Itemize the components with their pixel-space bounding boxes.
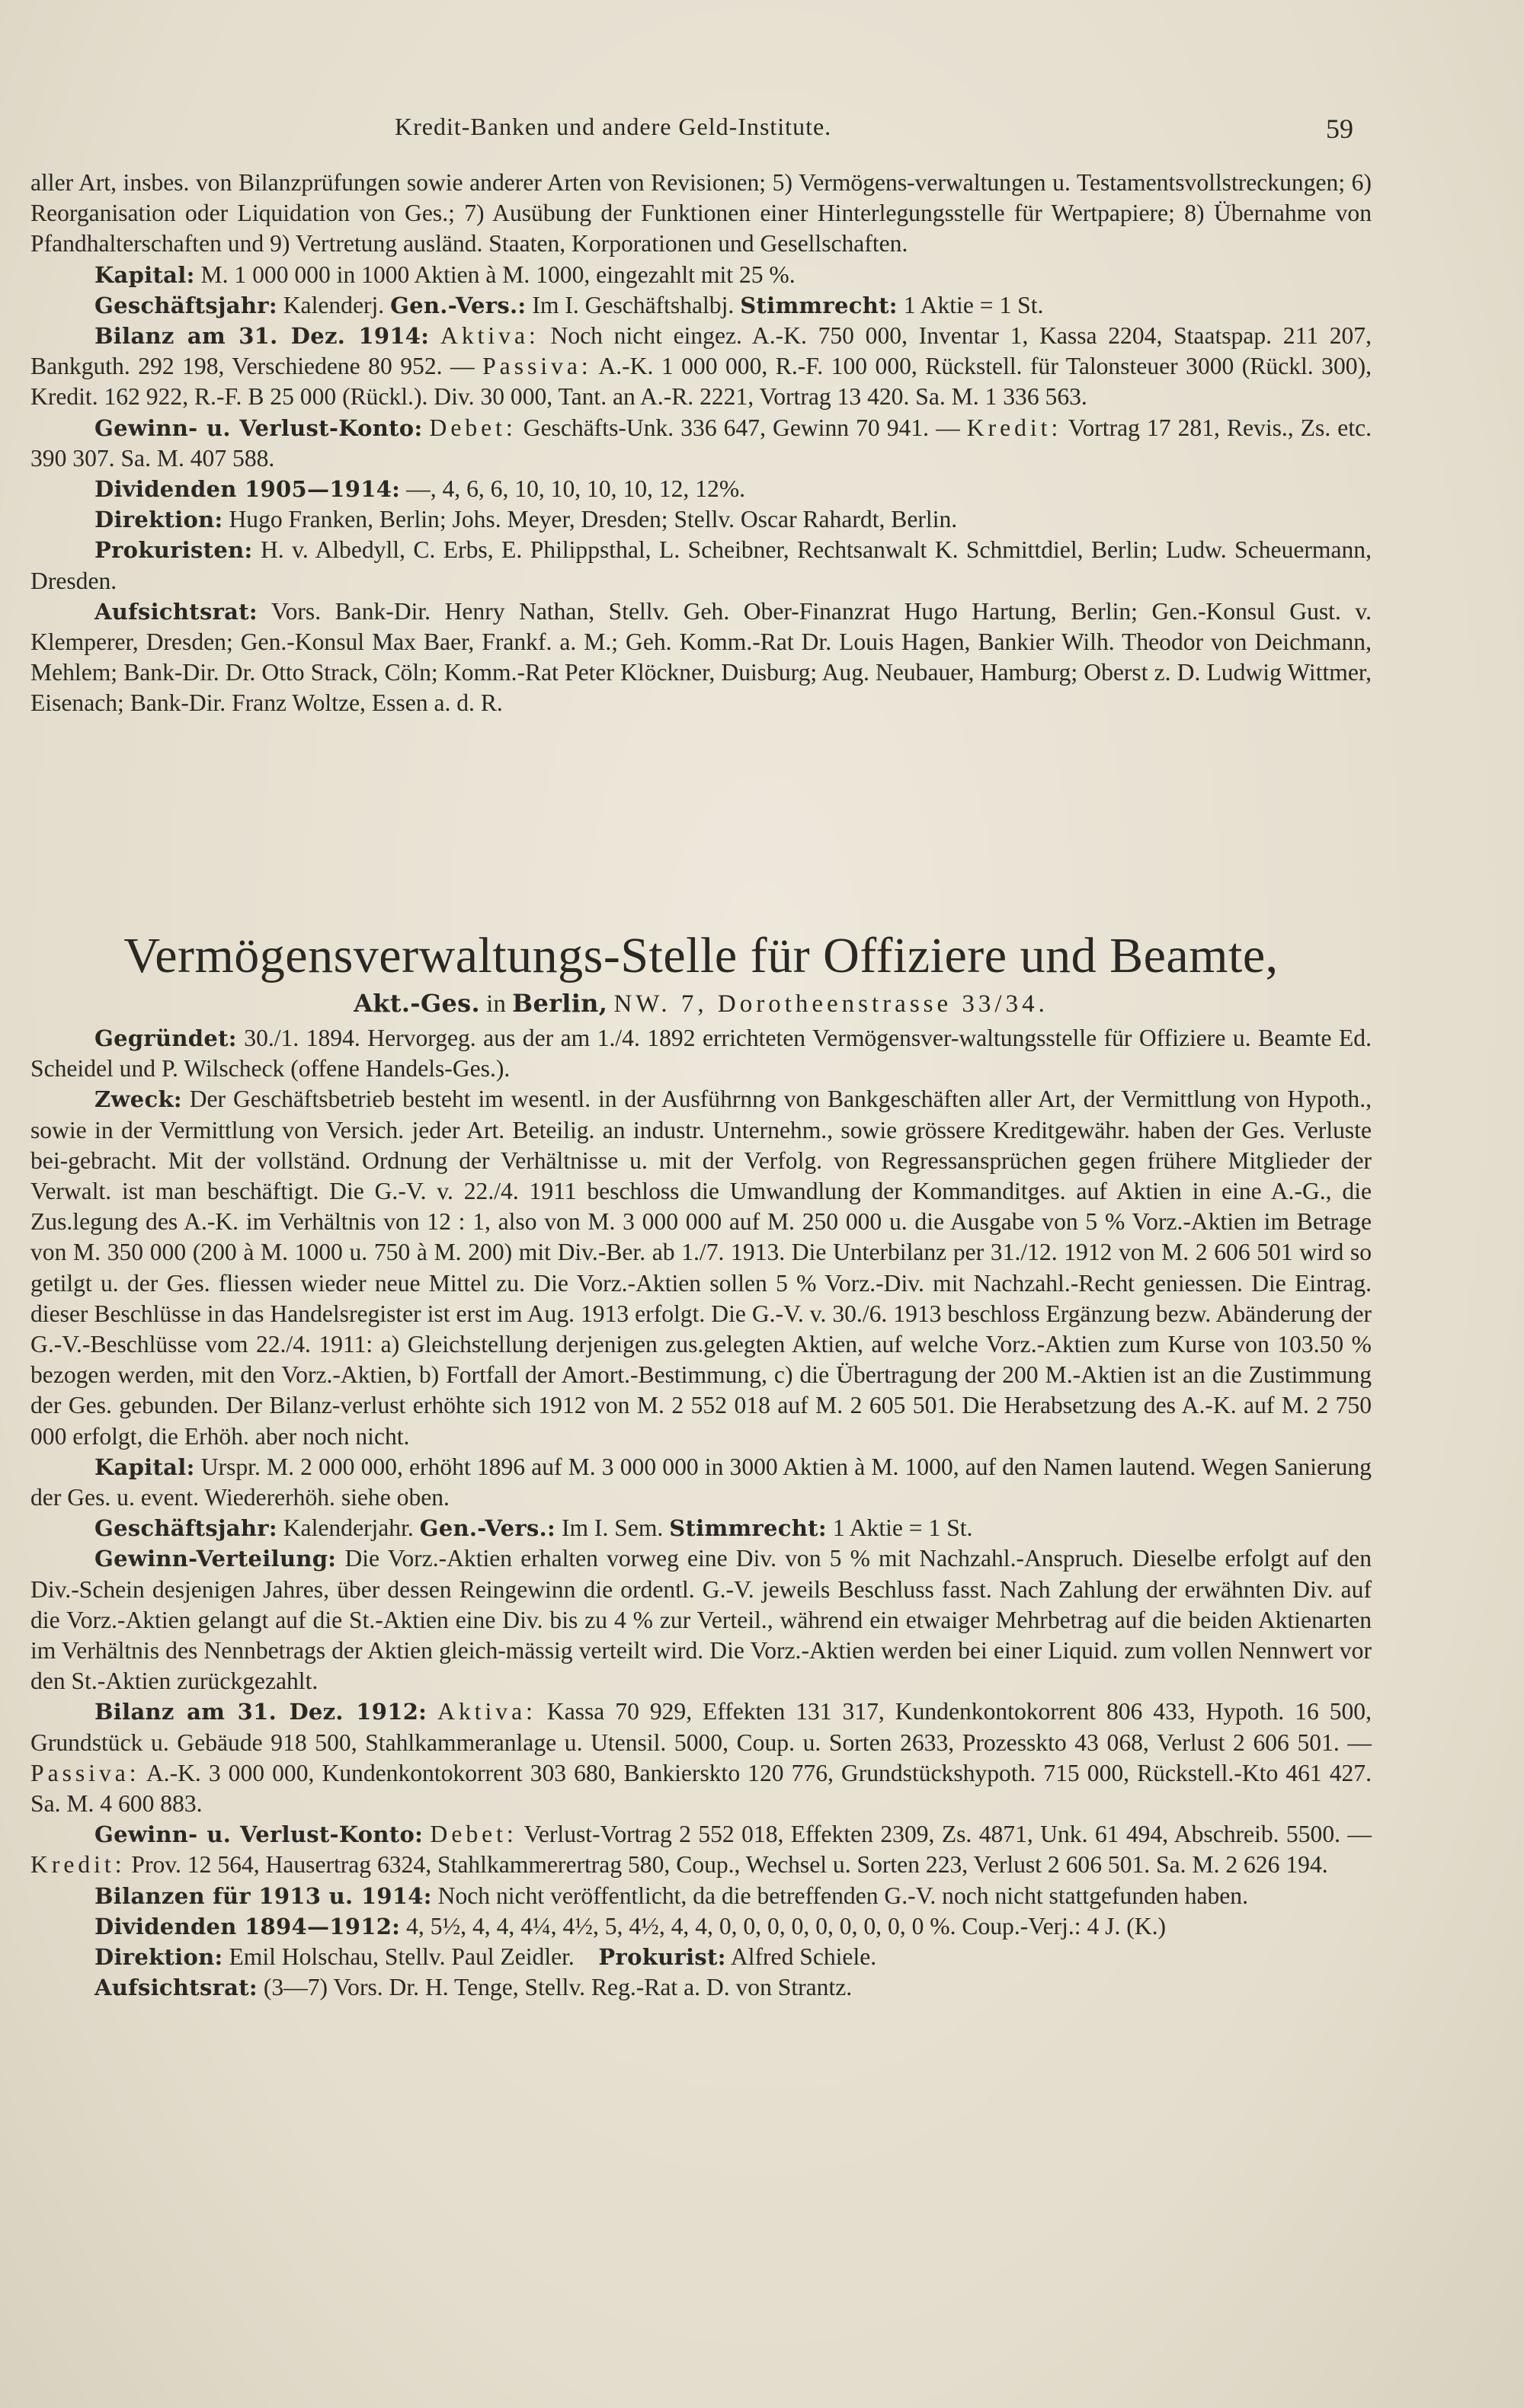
aufsichtsrat-paragraph: Aufsichtsrat: Vors. Bank-Dir. Henry Nathan, Stellv. Geh. Ober-Finanzrat Hugo Hartung, Berlin; Gen.-Konsul Gust. v. Klemperer, Dresden; Gen.-Konsul Max Baer, Frankf. a. M.; Geh. Komm.-Rat Dr. Louis Hagen, Bankier Wilh. Theodor von Deichmann, Mehlem; Bank-Dir. Dr. Otto Strack, Cöln; Komm.-Rat Peter Klöckner, Duisburg; Aug. Neubauer, Hamburg; Oberst z. D. Ludwig Wittmer, Eisenach; Bank-Dir. Franz Woltze, Essen a. d. R.	[30, 597, 1372, 717]
entry-vermoegensverwaltung	[30, 926, 1372, 2003]
dividenden-paragraph: Dividenden 1894—1912: 4, 5½, 4, 4, 4¼, 4½, 5, 4½, 4, 4, 0, 0, 0, 0, 0, 0, 0, 0, 0 %. Coup.-Verj.: 4 J. (K.)	[94, 1912, 1167, 1940]
running-head	[30, 113, 1524, 158]
zweck-paragraph: Zweck: Der Geschäftsbetrieb besteht im wesentl. in der Ausführnng von Bankgeschäften aller Art, der Vermittlung von Hypoth., sowie in der Vermittlung von Versich. jeder Art. Beteilig. an industr. Unternehm., sowie grössere Kreditgewähr. haben der Ges. Verluste bei-gebracht. Mit der vollständ. Ordnung der Verhältnisse u. mit der Verfolg. von Regressansprüchen gegen frühere Mitglieder der Verwalt. ist man beschäftigt. Die G.-V. v. 22./4. 1911 beschloss die Umwandlung der Kommanditges. auf Aktien in eine A.-G., die Zus.legung des A.-K. im Verhältnis von 12 : 1, also von M. 3 000 000 auf M. 250 000 u. die Ausgabe von 5 % Vorz.-Aktien im Betrage von M. 350 000 (200 à M. 1000 u. 750 à M. 200) mit Div.-Ber. ab 1./7. 1913. Die Unterbilanz per 31./12. 1912 von M. 2 606 501 wird so getilgt u. der Ges. fliessen wieder neue Mittel zu. Die Vorz.-Aktien sollen 5 % Vorz.-Div. mit Nachzahl.-Recht geniessen. Die Eintrag. dieser Beschlüsse in das Handelsregister ist erst im Aug. 1913 erfolgt. Die G.-V. v. 30./6. 1913 beschloss Ergänzung bezw. Abänderung der G.-V.-Beschlüsse vom 22./4. 1911: a) Gleichstellung derjenigen zus.gelegten Aktien, auf welche Vorz.-Aktien zum Kurse von 103.50 % bezogen werden, mit den Vorz.-Aktien, b) Fortfall der Amort.-Bestimmung, c) die Übertragung der 200 M.-Aktien ist an die Zustimmung der Ges. gebunden. Der Bilanz-verlust erhöhte sich 1912 von M. 2 552 018 auf M. 2 605 501. Die Herabsetzung des A.-K. auf M. 2 750 000 erfolgt, die Erhöh. aber noch nicht.	[30, 1086, 1372, 1450]
services-paragraph: aller Art, insbes. von Bilanzprüfungen sowie anderer Arten von Revisionen; 5) Vermögens-verwaltungen u. Testamentsvollstreckungen; 6) Reorganisation oder Liquidation von Ges.; 7) Ausübung der Funktionen einer Hinterlegungsstelle für Wertpapiere; 8) Übernahme von Pfandhalterschaften und 9) Vertretung ausländ. Staaten, Korporationen und Gesellschaften.	[30, 169, 1372, 257]
gewinn-verlust-paragraph: Gewinn- u. Verlust-Konto: Debet: Geschäfts-Unk. 336 647, Gewinn 70 941. — Kredit: Vortrag 17 281, Revis., Zs. etc. 390 307. Sa. M. 407 588.	[30, 414, 1372, 472]
geschaeftsjahr-paragraph: Geschäftsjahr: Kalenderjahr. Gen.-Vers.: Im I. Sem. Stimmrecht: 1 Aktie = 1 St.	[94, 1514, 973, 1542]
bilanzen-1913-1914-paragraph: Bilanzen für 1913 u. 1914: Noch nicht veröffentlicht, da die betreffenden G.-V. noch nicht stattgefunden haben.	[94, 1882, 1248, 1909]
gewinn-verlust-paragraph: Gewinn- u. Verlust-Konto: Debet: Verlust-Vortrag 2 552 018, Effekten 2309, Zs. 4871, Unk. 61 494, Abschreib. 5500. — Kredit: Prov. 12 564, Hausertrag 6324, Stahlkammerertrag 580, Coup., Wechsel u. Sorten 223, Verlust 2 606 501. Sa. M. 2 626 194.	[30, 1821, 1372, 1879]
direktion-paragraph: Direktion: Hugo Franken, Berlin; Johs. Meyer, Dresden; Stellv. Oscar Rahardt, Berlin.	[94, 506, 958, 533]
geschaeftsjahr-paragraph: Geschäftsjahr: Kalenderj. Gen.-Vers.: Im I. Geschäftshalbj. Stimmrecht: 1 Aktie = 1 St.	[94, 291, 1044, 318]
bilanz-paragraph: Bilanz am 31. Dez. 1912: Aktiva: Kassa 70 929, Effekten 131 317, Kundenkontokorrent 806 433, Hypoth. 16 500, Grundstück u. Gebäude 918 500, Stahlkammeranlage u. Utensil. 5000, Coup. u. Sorten 2633, Prozesskto 43 068, Verlust 2 606 501. — Passiva: A.-K. 3 000 000, Kundenkontokorrent 303 680, Bankierskto 120 776, Grundstückshypoth. 715 000, Rückstell.-Kto 461 427. Sa. M. 4 600 883.	[30, 1698, 1372, 1818]
gegruendet-paragraph: Gegründet: 30./1. 1894. Hervorgeg. aus der am 1./4. 1892 errichteten Vermögensver-waltungsstelle für Offiziere u. Beamte Ed. Scheidel und P. Wilscheck (offene Handels-Ges.).	[30, 1025, 1372, 1082]
dividenden-paragraph: Dividenden 1905—1914: —, 4, 6, 6, 10, 10, 10, 10, 12, 12%.	[94, 475, 746, 503]
prokuristen-paragraph: Prokuristen: H. v. Albedyll, C. Erbs, E. Philippsthal, L. Scheibner, Rechtsanwalt K. Schmittdiel, Berlin; Ludw. Scheuermann, Dresden.	[30, 536, 1372, 594]
gewinn-verteilung-paragraph: Gewinn-Verteilung: Die Vorz.-Aktien erhalten vorweg eine Div. von 5 % mit Nachzahl.-Anspruch. Dieselbe erfolgt auf den Div.-Schein desjenigen Jahres, über dessen Reingewinn die ordentl. G.-V. jeweils Beschluss fasst. Nach Zahlung der erwähnten Div. auf die Vorz.-Aktien gelangt auf die St.-Aktien eine Div. bis zu 4 % zur Verteil., während ein etwaiger Mehrbetrag auf die beiden Aktienarten im Verhältnis des Nennbetrags der Aktien gleich-mässig verteilt wird. Die Vorz.-Aktien werden bei einer Liquid. zum vollen Nennwert vor den St.-Aktien zurückgezahlt.	[30, 1545, 1372, 1695]
direktion-paragraph: Direktion: Emil Holschau, Stellv. Paul Zeidler. Prokurist: Alfred Schiele.	[94, 1943, 877, 1971]
company-subtitle: Akt.-Ges. in Berlin, NW. 7, Dorotheenstrasse 33/34.	[354, 989, 1049, 1018]
kapital-paragraph: Kapital: Urspr. M. 2 000 000, erhöht 1896 auf M. 3 000 000 in 3000 Aktien à M. 1000, auf den Namen lautend. Wegen Sanierung der Ges. u. event. Wiedererhöh. siehe oben.	[30, 1453, 1372, 1511]
company-title: Vermögensverwaltungs-Stelle für Offiziere und Beamte,	[123, 928, 1279, 983]
running-title: Kredit-Banken und andere Geld-Institute.	[395, 113, 832, 140]
entry-continued	[30, 168, 1372, 719]
kapital-paragraph: Kapital: M. 1 000 000 in 1000 Aktien à M. 1000, eingezahlt mit 25 %.	[94, 261, 796, 288]
bilanz-paragraph: Bilanz am 31. Dez. 1914: Aktiva: Noch nicht eingez. A.-K. 750 000, Inventar 1, Kassa 2204, Staatspap. 211 207, Bankguth. 292 198, Verschiedene 80 952. — Passiva: A.-K. 1 000 000, R.-F. 100 000, Rückstell. für Talonsteuer 3000 (Rückl. 300), Kredit. 162 922, R.-F. B 25 000 (Rückl.). Div. 30 000, Tant. an A.-R. 2221, Vortrag 13 420. Sa. M. 1 336 563.	[30, 322, 1372, 411]
aufsichtsrat-paragraph: Aufsichtsrat: (3—7) Vors. Dr. H. Tenge, Stellv. Reg.-Rat a. D. von Strantz.	[94, 1974, 853, 2001]
page-number: 59	[1326, 114, 1353, 144]
